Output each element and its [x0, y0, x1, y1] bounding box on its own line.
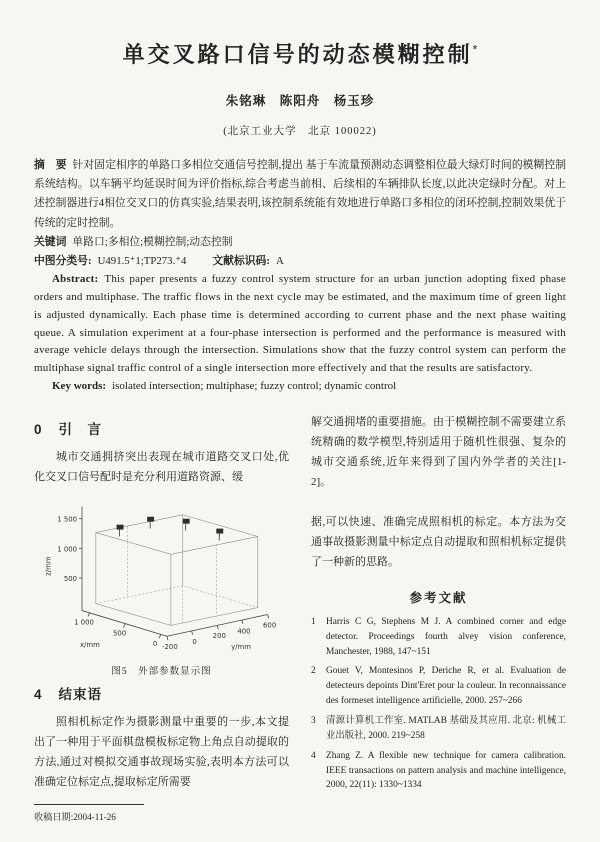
abstract-cn-text: 针对固定相序的单路口多相位交通信号控制,提出 基于车流量预测动态调整相位最大绿灯时间的模糊控制系统结构。以车辆平均延误时间为评价指标,综合考虑当前相、后续相的车辆排队长度,以此决定绿时分配。对上述控制器进行4相位交叉口的仿真实验,结果表明,该控制系统能有效地进行单路口多相位的闭环控制,控制效果优于传统的定时控制。	[34, 159, 567, 229]
intro-paragraph: 城市交通拥挤突出表现在城市道路交叉口处,优化交叉口信号配时是充分利用道路资源、缓	[34, 450, 289, 483]
y-tick-600: 600	[262, 621, 276, 630]
figure-5	[34, 497, 289, 677]
received-date: 收稿日期:2004-11-26	[34, 811, 116, 822]
reference-text: Zhang Z. A flexible new technique for camera calibration. IEEE transactions on pattern analysis and machine intelligence, 2000, 22(11): 1330~1334	[326, 750, 566, 791]
clc-label: 中图分类号:	[34, 255, 92, 268]
meta-block	[34, 156, 566, 396]
reference-text: Harris C G, Stephens M J. A combined corner and edge detector. Proceedings fourth alvey vision conference, Manchester, 1988, 147~151	[326, 616, 566, 657]
keywords-en-label: Key words:	[52, 380, 107, 393]
z-tick-500: 500	[63, 574, 77, 583]
y-tick-200: 200	[212, 631, 226, 640]
reference-item	[311, 615, 566, 660]
classification-line	[34, 252, 566, 271]
keywords-cn-label: 关键词	[34, 235, 67, 248]
z-axis-label: z/mm	[43, 556, 52, 576]
section-0-title: 引 言	[58, 421, 103, 437]
clc-value: U491.5⁺1;TP273.⁺4	[97, 255, 187, 268]
doc-code-value: A	[275, 255, 284, 268]
figure5-3d-plot	[38, 497, 286, 655]
left-column	[34, 412, 289, 823]
x-tick-500: 500	[112, 628, 126, 637]
reference-item	[311, 749, 566, 794]
reference-item	[311, 714, 566, 744]
section-4-number: 4	[34, 686, 43, 702]
intro-continuation-paragraph: 解交通拥堵的重要措施。由于模糊控制不需要建立系统精确的数学模型,特别适用于随机性很强、复杂的城市交通系统,近年来得到了国内外学者的关注[1-2]。	[311, 415, 566, 488]
y-tick-0: 0	[191, 637, 197, 646]
references-heading: 参考文献	[409, 590, 468, 605]
reference-text: 清源计算机工作室. MATLAB 基础及其应用. 北京: 机械工业出版社, 2000. 219~258	[326, 715, 566, 741]
camera-marker-1	[116, 524, 123, 536]
x-axis	[74, 610, 167, 649]
y-tick-400: 400	[236, 626, 251, 635]
camera-marker-4	[216, 528, 223, 540]
y-tick-n200: -200	[161, 642, 178, 651]
x-tick-0: 0	[152, 639, 157, 648]
affiliation: (北京工业大学 北京 100022)	[223, 126, 377, 137]
keywords-cn	[34, 233, 566, 252]
reference-number: 3	[311, 715, 316, 726]
doc-code-label: 文献标识码:	[212, 255, 270, 268]
x-axis-label: x/mm	[79, 640, 100, 649]
keywords-en	[34, 378, 566, 396]
section-4-title: 结束语	[58, 686, 103, 702]
section-0-number: 0	[34, 421, 43, 437]
abstract-en-label: Abstract:	[52, 273, 99, 286]
x-tick-1000: 1 000	[73, 618, 94, 627]
z-tick-1000: 1 000	[56, 545, 77, 554]
paper-title-text: 单交叉路口信号的动态模糊控制	[122, 42, 473, 67]
z-tick-1500: 1 500	[56, 515, 77, 524]
reference-text: Gouet V, Montesinos P, Deriche R, et al. Evaluation de detecteurs depoints Dint'Eret pour la couleur. In reconnaissance des formeset intelligence artificielle, 2000. 257~266	[326, 666, 566, 707]
title-footnote-mark: *	[472, 42, 478, 57]
reference-number: 2	[311, 666, 316, 677]
footnote-rule	[34, 804, 144, 805]
camera-markers	[116, 516, 223, 540]
paper-title	[34, 38, 566, 69]
right-column	[311, 412, 566, 823]
conclusion-paragraph: 照相机标定作为摄影测量中重要的一步,本文提出了一种用于平面棋盘模板标定物上角点自动提取的方法,通过对模拟交通事故现场实验,表明本方法可以准确定位标定点,提取标定所需要	[34, 715, 289, 788]
references-list	[311, 615, 566, 793]
section-4-heading	[34, 683, 289, 703]
abstract-cn-label: 摘 要	[34, 159, 67, 171]
y-axis	[162, 614, 276, 651]
camera-marker-3	[182, 518, 189, 530]
two-column-body	[34, 412, 566, 823]
camera-marker-2	[147, 516, 154, 528]
section-0-heading	[34, 418, 289, 438]
figure-5-caption: 图5 外部参数显示图	[111, 666, 212, 677]
z-axis	[44, 507, 82, 611]
reference-number: 1	[311, 616, 316, 627]
reference-number: 4	[311, 750, 316, 761]
authors: 朱铭琳 陈阳舟 杨玉珍	[225, 94, 375, 108]
keywords-cn-text: 单路口;多相位;模糊控制;动态控制	[72, 235, 233, 248]
camera-calibration-paragraph: 据,可以快速、准确完成照相机的标定。本方法为交通事故摄影测量中标定点自动提取和照相机标定提供了一种新的思路。	[311, 515, 566, 568]
page-footnote	[34, 804, 289, 823]
y-axis-label: y/mm	[230, 642, 251, 651]
reference-item	[311, 664, 566, 709]
abstract-en-text: This paper presents a fuzzy control system structure for an urban junction adopting fixed phase orders and multiphase. The traffic flows in the next cycle may be estimated, and the maximum time of green light is adjusted dynamically. Each phase time is determined according to current phase and the next phase waiting queue. A simulation experiment at a four-phase intersection is performed and the performance is measured with average vehicle delays through the intersection. Simulations show that the fuzzy control system can perform the multiphase signal traffic control of a single intersection more effectively and that the results are satisfactory.	[34, 273, 566, 375]
wireframe-box	[95, 514, 257, 625]
abstract-cn	[34, 156, 566, 233]
keywords-en-text: isolated intersection; multiphase; fuzzy control; dynamic control	[112, 380, 397, 393]
abstract-en	[34, 271, 566, 378]
